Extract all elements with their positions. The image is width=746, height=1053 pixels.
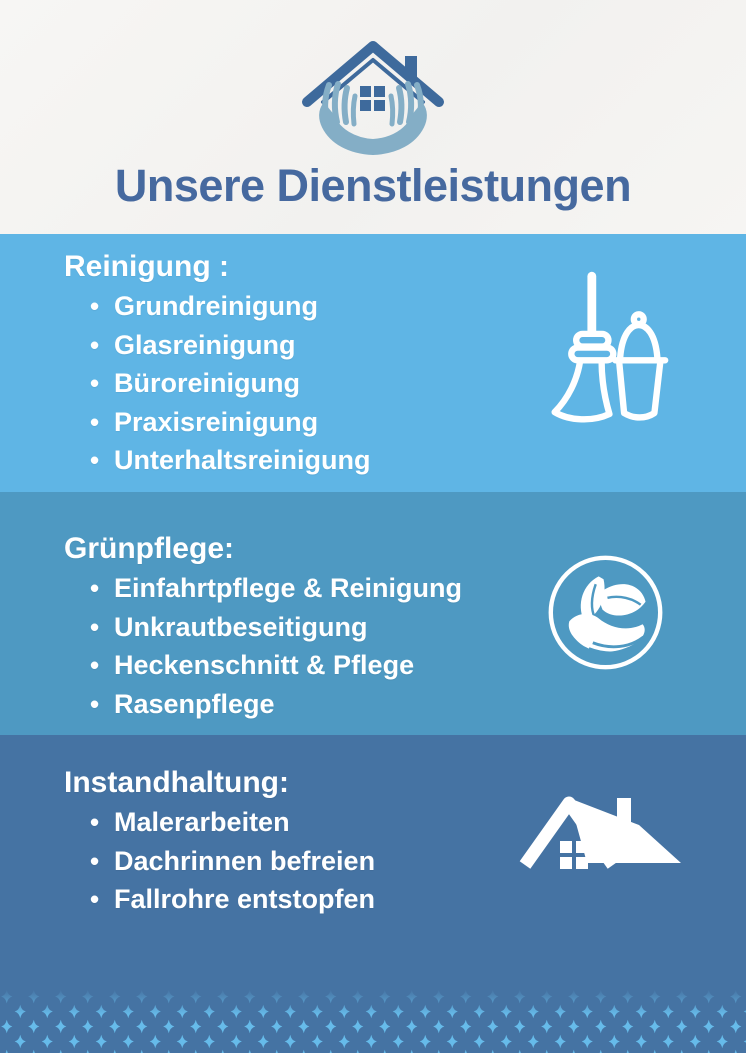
header bbox=[0, 0, 746, 234]
broom-and-bucket-icon bbox=[540, 268, 672, 432]
list-item: • Dachrinnen befreien bbox=[88, 842, 746, 881]
section-reinigung-heading: Reinigung : bbox=[64, 250, 229, 283]
section-gruenpflege bbox=[0, 492, 746, 735]
star-fade-overlay bbox=[0, 989, 746, 1015]
list-item: • Grundreinigung bbox=[88, 287, 746, 326]
list-item: • Unkrautbeseitigung bbox=[88, 608, 746, 647]
page-title: Unsere Dienstleistungen bbox=[114, 160, 632, 211]
list-item: • Unterhaltsreinigung bbox=[88, 441, 746, 480]
section-reinigung bbox=[0, 234, 746, 492]
list-item: • Praxisreinigung bbox=[88, 403, 746, 442]
house-roof-icon bbox=[517, 788, 689, 882]
section-instandhaltung bbox=[0, 735, 746, 1053]
list-item: • Rasenpflege bbox=[88, 685, 746, 724]
hand-with-leaves-icon bbox=[542, 549, 669, 676]
list-item: • Büroreinigung bbox=[88, 364, 746, 403]
list-item: • Glasreinigung bbox=[88, 326, 746, 365]
list-item: • Einfahrtpflege & Reinigung bbox=[88, 569, 746, 608]
section-gruenpflege-heading: Grünpflege: bbox=[64, 532, 234, 565]
house-in-hands-logo-icon bbox=[293, 38, 453, 156]
section-instandhaltung-heading: Instandhaltung: bbox=[64, 766, 289, 799]
star-pattern-band bbox=[0, 989, 746, 1053]
list-item: • Heckenschnitt & Pflege bbox=[88, 646, 746, 685]
list-item: • Malerarbeiten bbox=[88, 803, 746, 842]
list-item: • Fallrohre entstopfen bbox=[88, 880, 746, 919]
